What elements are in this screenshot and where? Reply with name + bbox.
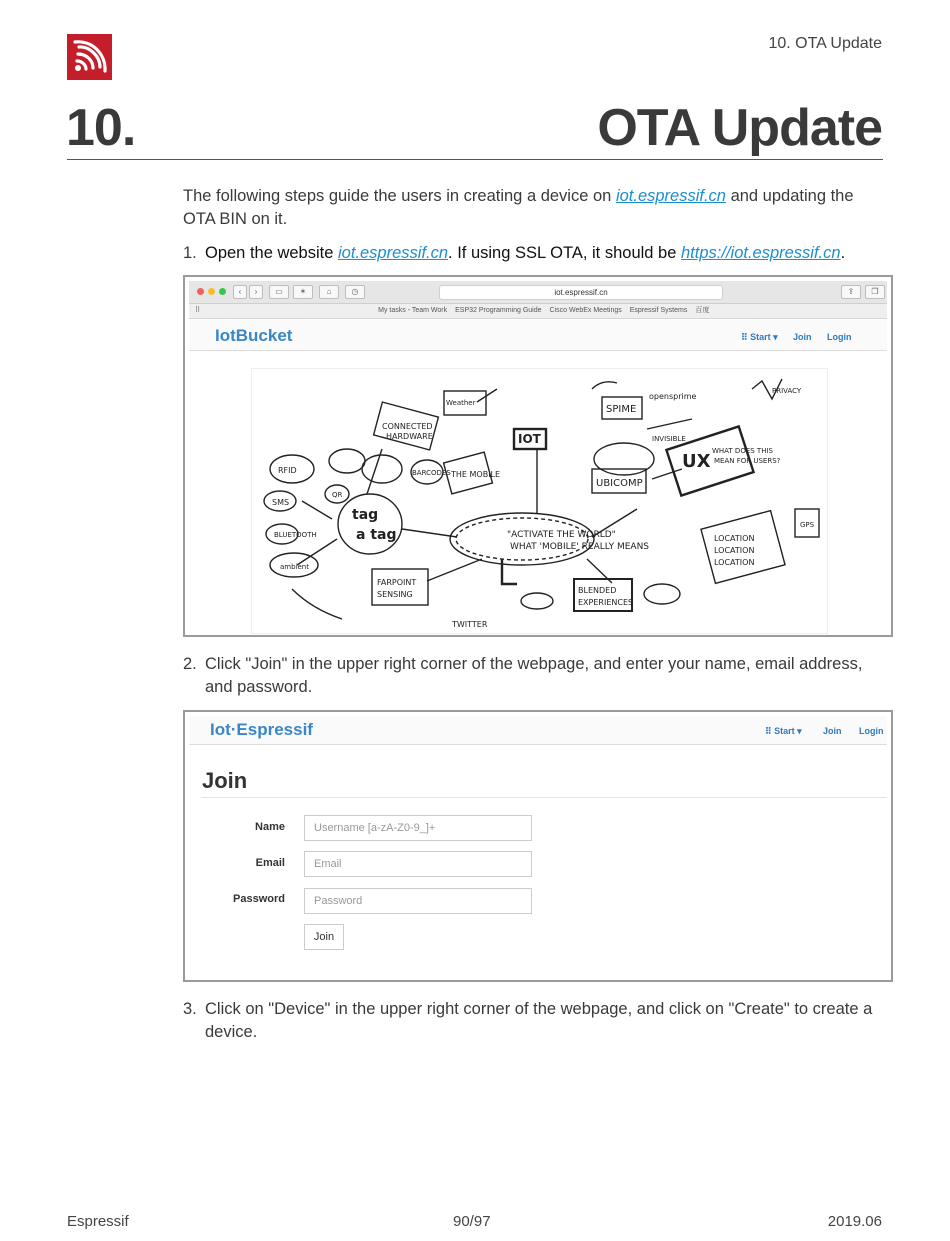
share-icon[interactable]: ✶ bbox=[293, 285, 313, 299]
email-input[interactable]: Email bbox=[304, 851, 532, 877]
nav-join[interactable]: Join bbox=[793, 332, 812, 342]
step-1-link-https[interactable]: https://iot.espressif.cn bbox=[681, 244, 841, 262]
password-input[interactable]: Password bbox=[304, 888, 532, 914]
step-1 bbox=[183, 242, 883, 265]
espressif-logo bbox=[67, 34, 112, 80]
address-bar[interactable]: iot.espressif.cn bbox=[439, 285, 723, 300]
svg-text:LOCATION: LOCATION bbox=[714, 546, 755, 555]
svg-text:BARCODES: BARCODES bbox=[412, 469, 451, 477]
site-brand[interactable]: Iot·Espressif bbox=[210, 720, 313, 739]
svg-text:UBICOMP: UBICOMP bbox=[596, 478, 643, 489]
step-1-text-before: Open the website bbox=[205, 244, 338, 262]
footer-date: 2019.06 bbox=[827, 1213, 882, 1230]
bookmark[interactable]: 百度 bbox=[695, 307, 710, 314]
bookmark[interactable]: Cisco WebEx Meetings bbox=[549, 307, 622, 314]
svg-text:CONNECTED: CONNECTED bbox=[382, 422, 433, 431]
step-1-link-http[interactable]: iot.espressif.cn bbox=[338, 244, 449, 262]
step-1-text-middle: . If using SSL OTA, it should be bbox=[448, 244, 681, 262]
heading-divider bbox=[201, 797, 887, 798]
nav-start[interactable]: ⠿ Start ▾ bbox=[765, 726, 802, 736]
svg-text:a tag: a tag bbox=[356, 527, 397, 543]
footer-page-number: 90/97 bbox=[453, 1213, 491, 1230]
site-navbar bbox=[189, 716, 887, 745]
svg-text:Weather: Weather bbox=[446, 399, 476, 407]
svg-text:EXPERIENCES: EXPERIENCES bbox=[578, 598, 634, 607]
svg-text:ambient: ambient bbox=[280, 563, 309, 571]
share-page-icon[interactable]: ⇪ bbox=[841, 285, 861, 299]
intro-text-after: and updating the OTA BIN on it. bbox=[183, 187, 854, 228]
intro-paragraph bbox=[183, 185, 883, 231]
svg-text:IOT: IOT bbox=[518, 432, 541, 446]
nav-login[interactable]: Login bbox=[827, 332, 852, 342]
tabs-icon[interactable]: ❐ bbox=[865, 285, 885, 299]
svg-text:"ACTIVATE THE WORLD": "ACTIVATE THE WORLD" bbox=[507, 530, 616, 540]
iot-sketch-illustration bbox=[251, 368, 828, 634]
nav-login[interactable]: Login bbox=[859, 726, 884, 736]
history-icon[interactable]: ◷ bbox=[345, 285, 365, 299]
svg-text:UX: UX bbox=[682, 451, 711, 472]
svg-text:TWITTER: TWITTER bbox=[452, 620, 488, 629]
svg-text:MEAN FOR USERS?: MEAN FOR USERS? bbox=[714, 457, 781, 465]
step-number: 3. bbox=[183, 1000, 197, 1018]
svg-text:QR: QR bbox=[332, 491, 343, 499]
minimize-window-icon[interactable] bbox=[208, 288, 215, 295]
title-divider bbox=[67, 159, 883, 160]
screenshot-iotbucket bbox=[183, 275, 893, 637]
chapter-title: OTA Update bbox=[597, 99, 882, 157]
svg-text:BLUETOOTH: BLUETOOTH bbox=[274, 531, 317, 539]
join-submit-button[interactable]: Join bbox=[304, 924, 344, 950]
svg-text:LOCATION: LOCATION bbox=[714, 558, 755, 567]
svg-text:FARPOINT: FARPOINT bbox=[377, 578, 417, 587]
bookmark[interactable]: My tasks - Team Work bbox=[378, 307, 448, 314]
bookmark[interactable]: Espressif Systems bbox=[629, 307, 688, 314]
email-label: Email bbox=[255, 857, 285, 869]
name-label: Name bbox=[255, 821, 285, 833]
intro-text-before: The following steps guide the users in creating a device on bbox=[183, 187, 616, 205]
running-head: 10. OTA Update bbox=[768, 35, 882, 52]
svg-text:BLENDED: BLENDED bbox=[578, 586, 617, 595]
svg-text:THE MOBILE: THE MOBILE bbox=[451, 470, 501, 479]
chapter-number: 10. bbox=[66, 99, 136, 157]
site-brand[interactable]: IotBucket bbox=[215, 326, 293, 345]
svg-text:PRIVACY: PRIVACY bbox=[772, 387, 802, 395]
step-2-text: Click "Join" in the upper right corner of the webpage, and enter your name, email address, and password. bbox=[205, 655, 863, 696]
grid-icon: ⠿ bbox=[741, 332, 751, 342]
step-3 bbox=[183, 998, 883, 1044]
close-window-icon[interactable] bbox=[197, 288, 204, 295]
site-navbar bbox=[189, 320, 887, 351]
svg-text:WHAT DOES THIS: WHAT DOES THIS bbox=[712, 447, 773, 455]
step-number: 2. bbox=[183, 655, 197, 673]
step-number: 1. bbox=[183, 244, 197, 262]
intro-link[interactable]: iot.espressif.cn bbox=[615, 187, 726, 205]
svg-text:GPS: GPS bbox=[800, 521, 815, 529]
password-label: Password bbox=[233, 893, 285, 905]
screenshot-join-form bbox=[183, 710, 893, 982]
svg-text:SMS: SMS bbox=[272, 498, 290, 507]
step-3-text: Click on "Device" in the upper right corner of the webpage, and click on "Create" to create a device. bbox=[205, 1000, 873, 1041]
svg-text:opensprime: opensprime bbox=[649, 392, 697, 401]
apps-grid-icon[interactable]: ⠿ bbox=[195, 307, 201, 314]
svg-text:WHAT 'MOBILE' REALLY MEANS: WHAT 'MOBILE' REALLY MEANS bbox=[510, 542, 650, 552]
username-input[interactable]: Username [a-zA-Z0-9_]+ bbox=[304, 815, 532, 841]
home-icon[interactable]: ⌂ bbox=[319, 285, 339, 299]
maximize-window-icon[interactable] bbox=[219, 288, 226, 295]
svg-text:SENSING: SENSING bbox=[377, 590, 413, 599]
svg-text:SPIME: SPIME bbox=[606, 404, 637, 415]
grid-icon: ⠿ bbox=[765, 726, 775, 736]
svg-text:tag: tag bbox=[352, 507, 379, 523]
bookmarks-bar bbox=[189, 304, 887, 319]
step-1-text-after: . bbox=[840, 244, 846, 262]
sidebar-icon[interactable]: ▭ bbox=[269, 285, 289, 299]
svg-text:LOCATION: LOCATION bbox=[714, 534, 755, 543]
nav-start[interactable]: ⠿ Start ▾ bbox=[741, 332, 778, 342]
back-icon[interactable]: ‹ bbox=[233, 285, 247, 299]
svg-text:HARDWARE: HARDWARE bbox=[386, 432, 433, 441]
bookmark[interactable]: ESP32 Programming Guide bbox=[455, 307, 542, 314]
svg-text:INVISIBLE: INVISIBLE bbox=[652, 435, 686, 443]
svg-text:RFID: RFID bbox=[278, 466, 297, 475]
step-2 bbox=[183, 653, 883, 699]
browser-toolbar bbox=[189, 281, 887, 304]
footer-company: Espressif bbox=[67, 1213, 129, 1230]
nav-join[interactable]: Join bbox=[823, 726, 842, 736]
join-heading: Join bbox=[202, 768, 248, 793]
forward-icon[interactable]: › bbox=[249, 285, 263, 299]
